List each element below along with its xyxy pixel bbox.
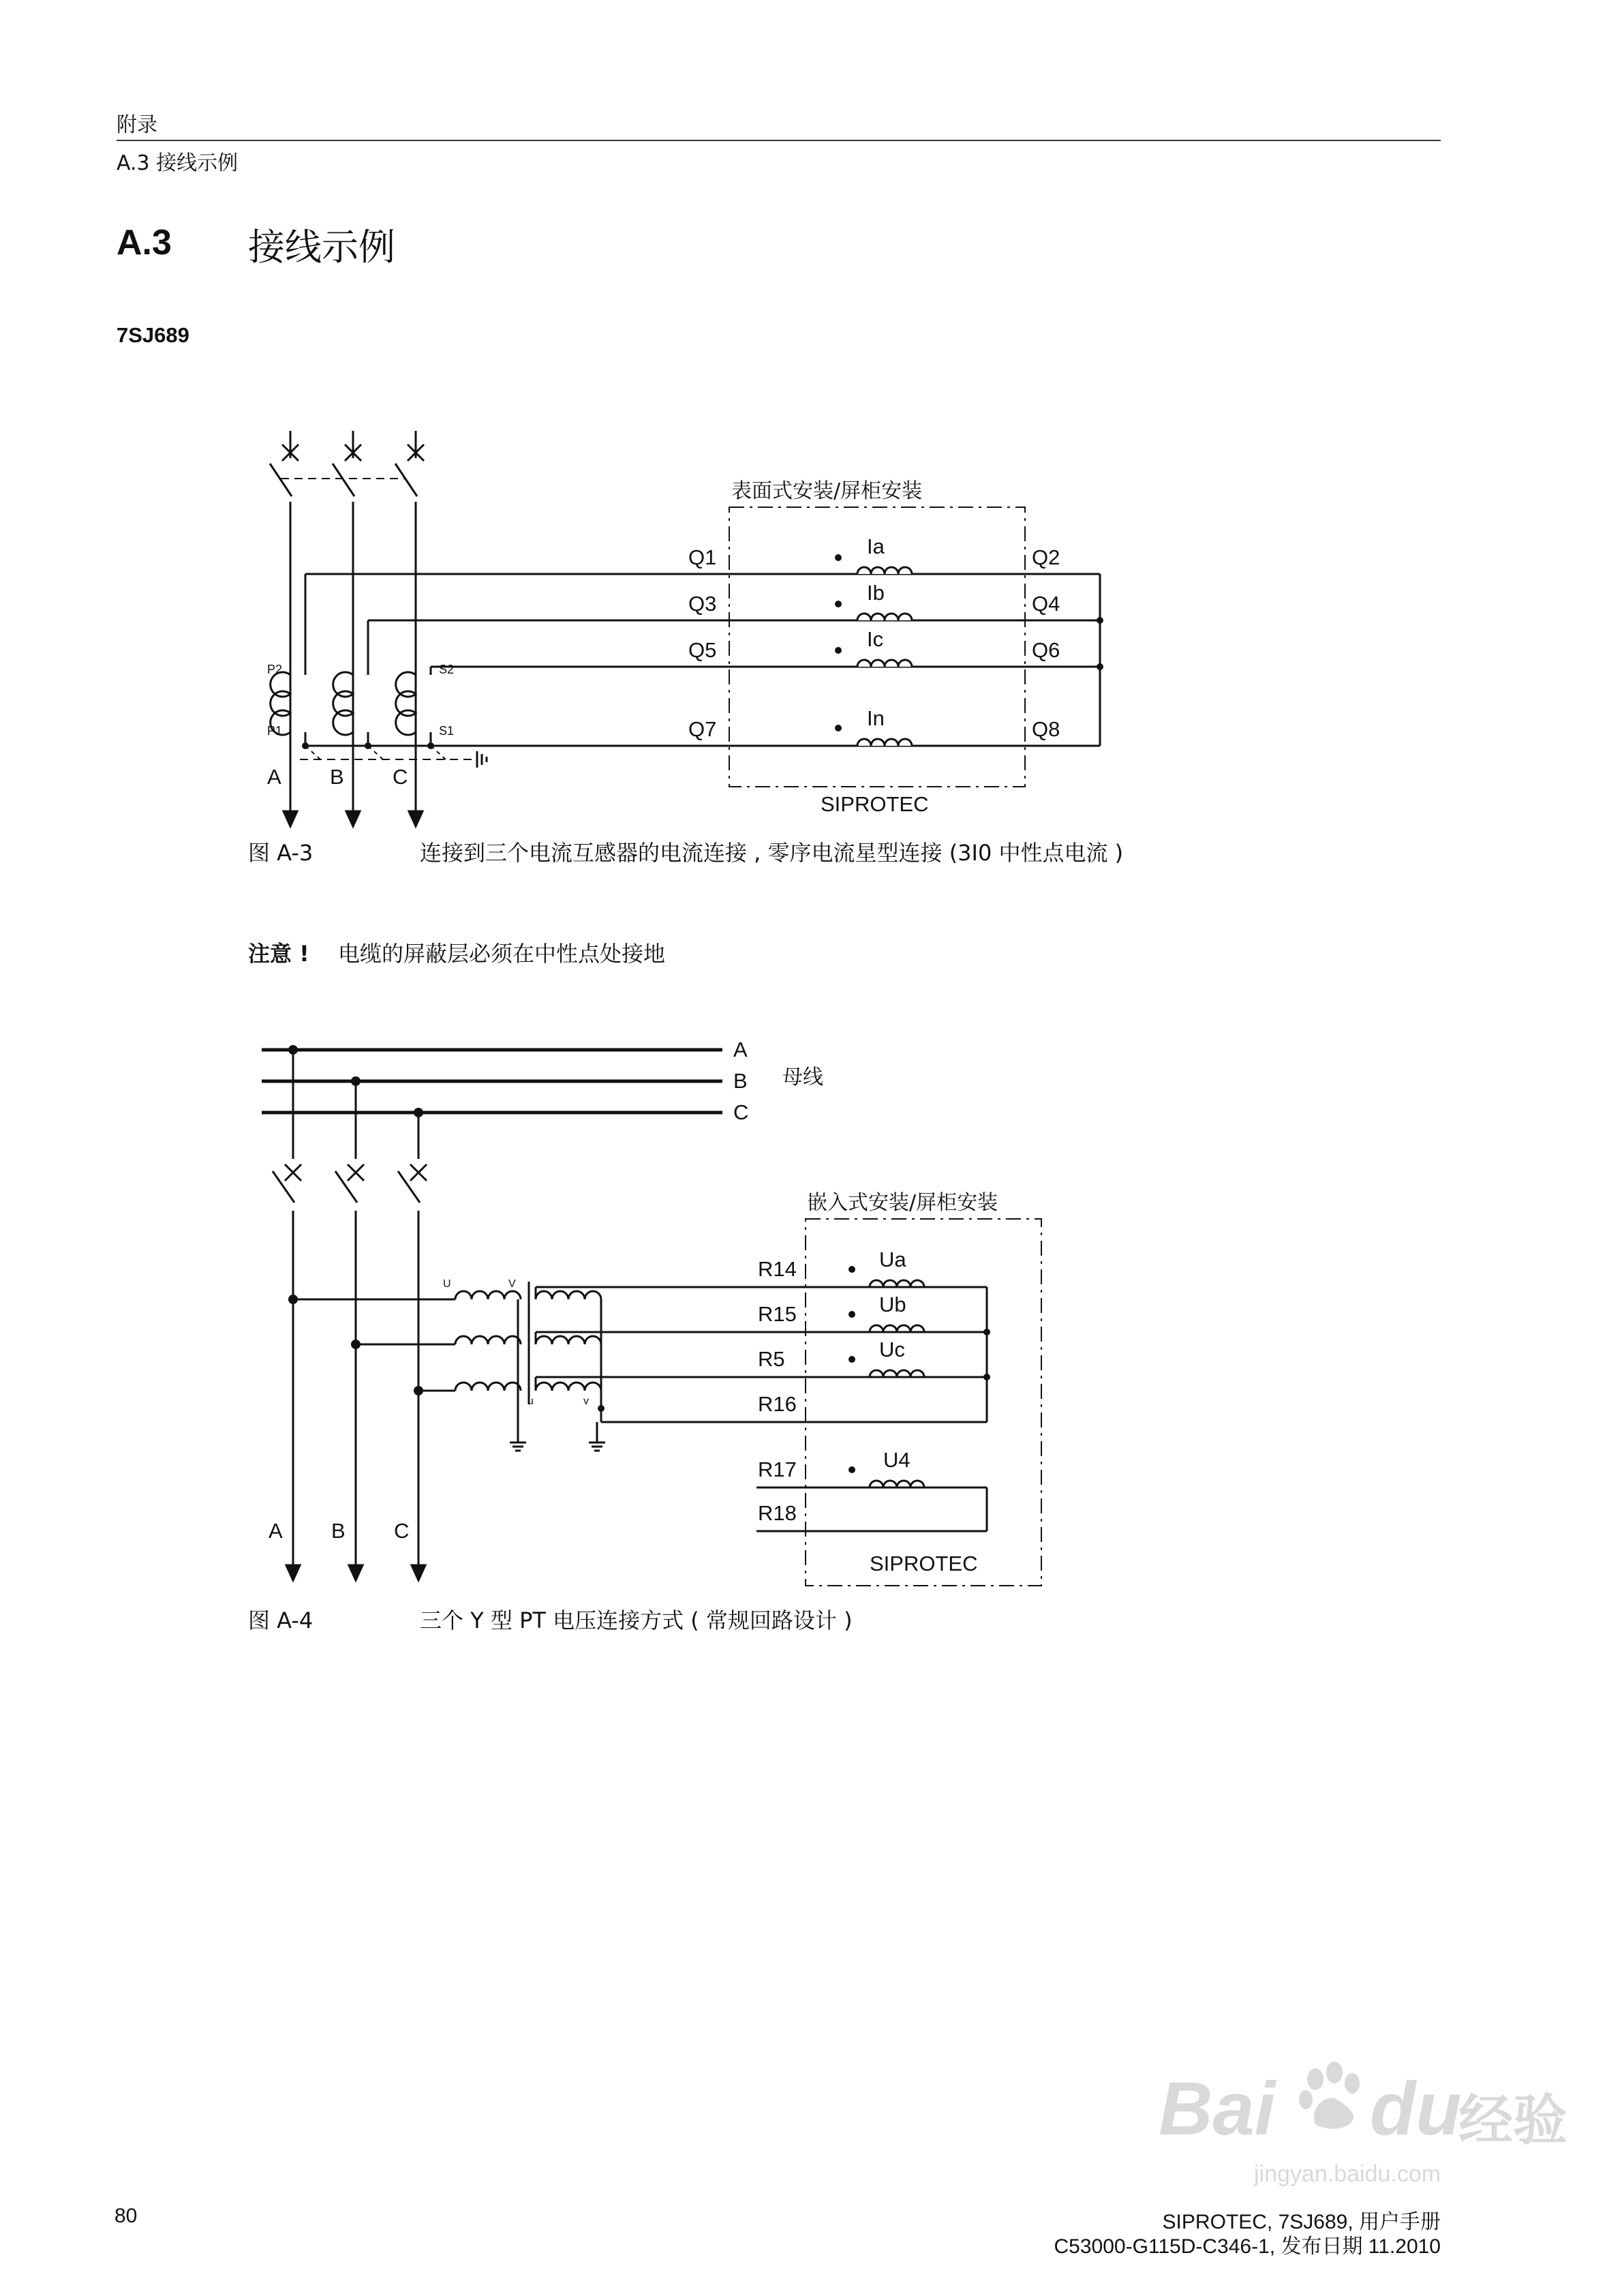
fig2-terminal-r16: R16 [758,1392,797,1416]
fig1-phase-b: B [330,765,344,789]
fig2-phase-c: C [394,1519,410,1543]
fig1-phase-a: A [267,765,281,789]
fig1-ct-p2: P2 [267,663,283,676]
section-title: 接线示例 [248,226,395,269]
fig1-ct-p1: P1 [267,724,283,738]
fig1-ct-s2: S2 [439,663,455,676]
fig1-terminal-q3: Q3 [688,592,717,616]
switch-a [270,431,299,811]
fig2-terminal-r14: R14 [758,1257,797,1281]
section-number: A.3 [117,223,172,262]
footer-line1: SIPROTEC, 7SJ689, 用户手册 [1162,2211,1441,2233]
fig1-device-label: SIPROTEC [821,792,929,816]
fig1-coil-ia: Ia [867,534,885,558]
fig2-pt-u: u [527,1395,534,1407]
fig2-device-label: SIPROTEC [870,1552,978,1575]
fig2-pt-v: v [583,1395,589,1407]
fig2-caption-num: 图 A-4 [248,1607,313,1633]
fig1-mount-label: 表面式安装/屏柜安装 [731,479,923,503]
fig2-phase-b: B [331,1519,346,1543]
figure-a3-diagram [0,0,1622,900]
fig2-bus-b: B [733,1069,748,1093]
header-chapter: 附录 [117,113,157,137]
fig2-pt-U: U [443,1278,451,1290]
figure-a4-diagram [0,1009,1622,1609]
watermark-url: jingyan.baidu.com [1254,2161,1441,2187]
fig2-terminal-r17: R17 [758,1457,797,1481]
device-model: 7SJ689 [117,323,189,347]
footer-line2: C53000-G115D-C346-1, 发布日期 11.2010 [1054,2235,1441,2258]
fig1-caption-num: 图 A-3 [248,840,313,866]
note-text: 电缆的屏蔽层必须在中性点处接地 [338,941,666,967]
watermark-brand: Bai [1159,2067,1276,2151]
fig1-terminal-q8: Q8 [1032,717,1060,741]
note-label: 注意 ! [248,941,309,967]
baidu-watermark [1159,2059,1567,2195]
fig1-terminal-q4: Q4 [1032,592,1060,616]
fig1-terminal-q2: Q2 [1032,545,1060,569]
fig1-coil-ic: Ic [867,627,884,651]
fig2-pt-V: V [508,1278,516,1290]
fig1-coil-in: In [867,706,885,730]
fig2-coil-ua: Ua [879,1248,906,1271]
fig2-mount-label: 嵌入式安装/屏柜安装 [807,1191,998,1215]
fig2-phase-a: A [269,1519,283,1543]
fig2-terminal-r18: R18 [758,1501,797,1525]
watermark-brand2: du [1370,2067,1462,2151]
fig1-terminal-q6: Q6 [1032,638,1060,662]
page-number: 80 [114,2205,138,2227]
fig2-terminal-r5: R5 [758,1347,785,1371]
paw-icon [1295,2059,1370,2134]
fig1-terminal-q1: Q1 [688,545,717,569]
header-section: A.3 接线示例 [117,151,239,175]
fig1-ct-s1: S1 [439,724,455,738]
fig2-bus-c: C [733,1100,749,1124]
switch-b [333,431,361,811]
fig1-terminal-q7: Q7 [688,717,717,741]
fig2-coil-u4: U4 [883,1448,911,1472]
fig2-caption-text: 三个 Y 型 PT 电压连接方式 ( 常规回路设计 ) [420,1607,853,1633]
fig2-bus-label: 母线 [782,1066,823,1089]
fig2-coil-uc: Uc [879,1338,905,1361]
watermark-product: 经验 [1458,2089,1567,2152]
fig1-phase-c: C [393,765,408,789]
fig2-bus-a: A [733,1038,748,1061]
fig1-terminal-q5: Q5 [688,638,717,662]
fig2-terminal-r15: R15 [758,1302,797,1326]
fig1-caption-text: 连接到三个电流互感器的电流连接 , 零序电流星型连接 (3I0 中性点电流 ) [420,840,1124,866]
fig1-coil-ib: Ib [867,581,885,605]
fig2-coil-ub: Ub [879,1293,906,1316]
